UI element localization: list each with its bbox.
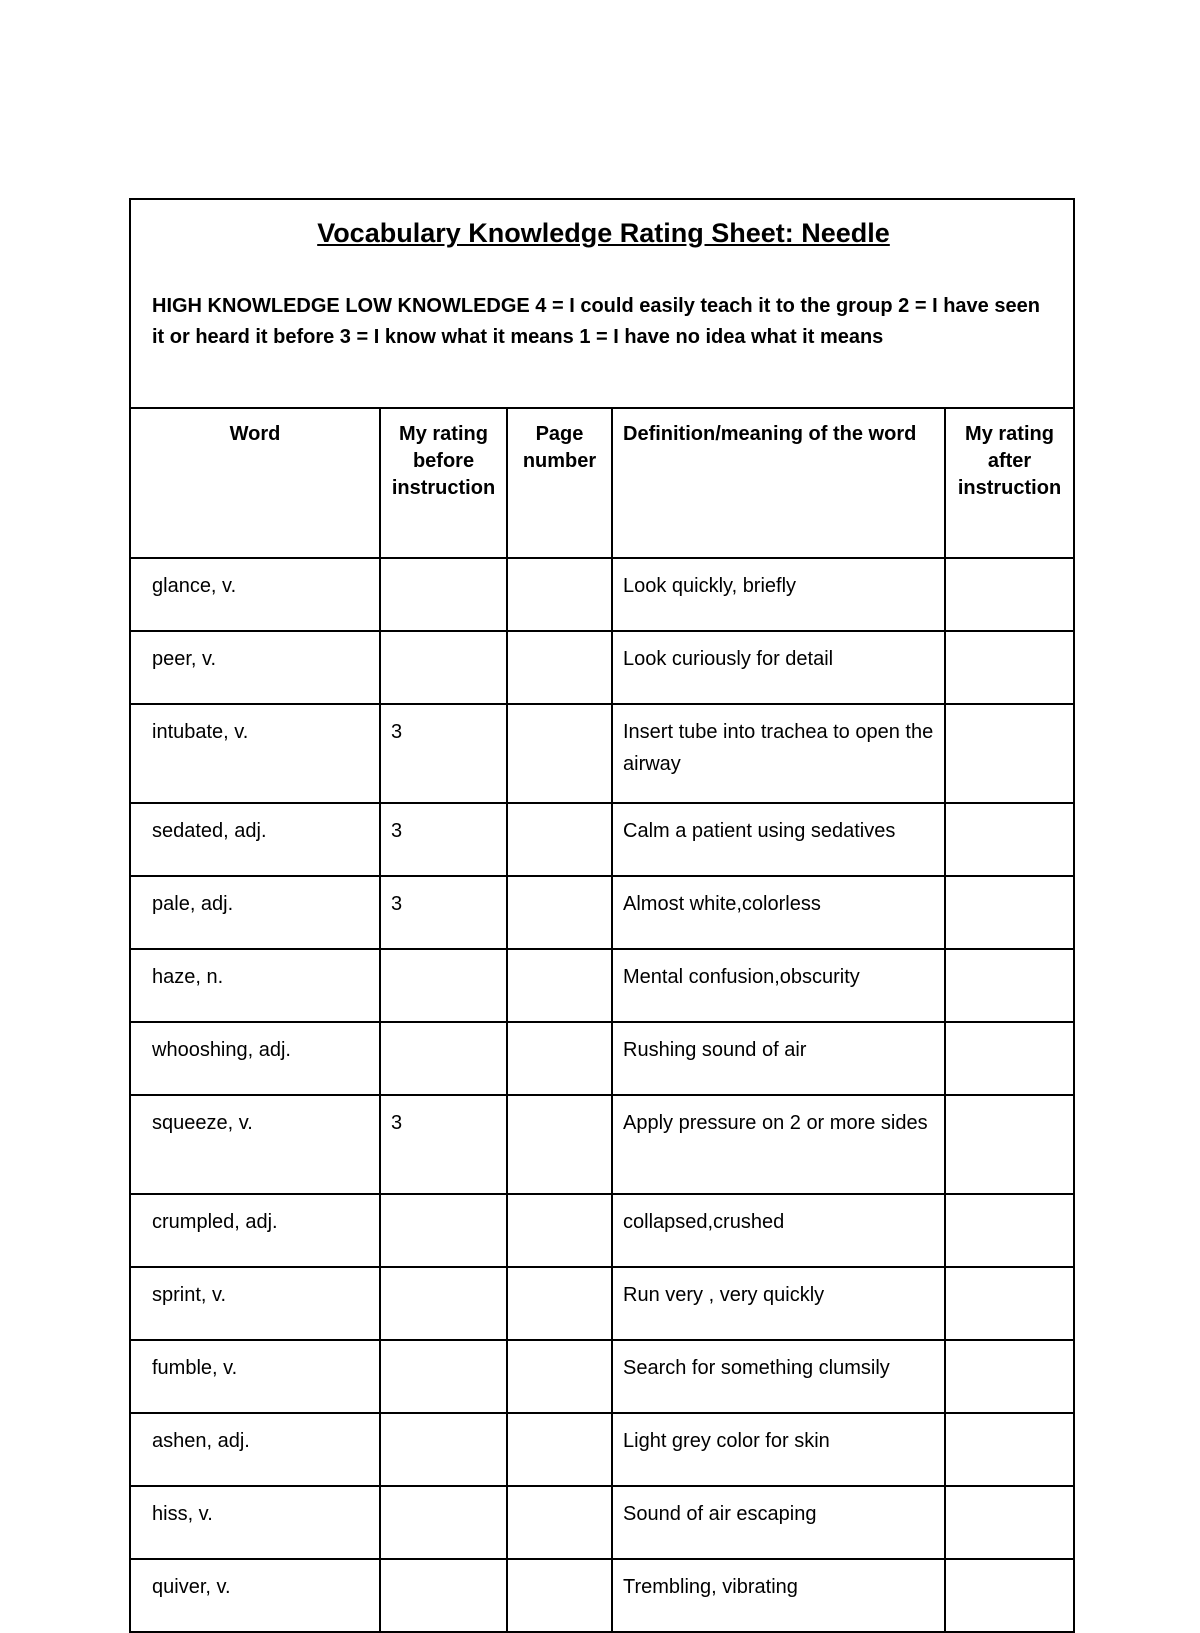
rating-after-cell[interactable]: [945, 803, 1074, 876]
definition-cell: Look quickly, briefly: [612, 558, 945, 631]
table-row: [130, 876, 1074, 949]
rating-before-cell[interactable]: [380, 558, 507, 631]
rating-legend: HIGH KNOWLEDGE LOW KNOWLEDGE 4 = I could easily teach it to the group 2 = I have seen it or heard it before 3 = I know what it means 1 = I have no idea what it means: [152, 295, 1040, 348]
rating-after-cell[interactable]: [945, 1340, 1074, 1413]
title-row: [130, 199, 1074, 408]
rating-after-cell[interactable]: [945, 1022, 1074, 1095]
rating-after-cell[interactable]: [945, 876, 1074, 949]
rating-before-cell[interactable]: [380, 1267, 507, 1340]
word-cell: intubate, v.: [130, 704, 380, 803]
title-cell: [130, 199, 1074, 408]
definition-cell: Mental confusion,obscurity: [612, 949, 945, 1022]
word-cell: hiss, v.: [130, 1486, 380, 1559]
word-cell: quiver, v.: [130, 1559, 380, 1632]
rating-before-cell[interactable]: 3: [380, 876, 507, 949]
page-number-cell[interactable]: [507, 558, 612, 631]
rating-before-cell[interactable]: [380, 1194, 507, 1267]
page-number-cell[interactable]: [507, 1022, 612, 1095]
word-cell: haze, n.: [130, 949, 380, 1022]
table-row: [130, 1267, 1074, 1340]
header-word: Word: [130, 408, 380, 558]
rating-after-cell[interactable]: [945, 704, 1074, 803]
page-number-cell[interactable]: [507, 1340, 612, 1413]
header-rating-before: My rating before instruction: [380, 408, 507, 558]
word-cell: glance, v.: [130, 558, 380, 631]
rating-after-cell[interactable]: [945, 1486, 1074, 1559]
sheet-title: Vocabulary Knowledge Rating Sheet: Needle: [317, 218, 890, 248]
page-number-cell[interactable]: [507, 949, 612, 1022]
definition-cell: Insert tube into trachea to open the airway: [612, 704, 945, 803]
table-row: [130, 1022, 1074, 1095]
definition-cell: Run very , very quickly: [612, 1267, 945, 1340]
page-number-cell[interactable]: [507, 1559, 612, 1632]
definition-cell: Light grey color for skin: [612, 1413, 945, 1486]
table-row: [130, 803, 1074, 876]
page-number-cell[interactable]: [507, 1194, 612, 1267]
definition-cell: Trembling, vibrating: [612, 1559, 945, 1632]
definition-cell: collapsed,crushed: [612, 1194, 945, 1267]
page-number-cell[interactable]: [507, 1095, 612, 1194]
rating-after-cell[interactable]: [945, 949, 1074, 1022]
word-cell: crumpled, adj.: [130, 1194, 380, 1267]
word-cell: whooshing, adj.: [130, 1022, 380, 1095]
rating-after-cell[interactable]: [945, 631, 1074, 704]
rating-before-cell[interactable]: [380, 1022, 507, 1095]
word-cell: squeeze, v.: [130, 1095, 380, 1194]
page-number-cell[interactable]: [507, 1486, 612, 1559]
table-row: [130, 558, 1074, 631]
header-rating-after: My rating after instruction: [945, 408, 1074, 558]
word-cell: sprint, v.: [130, 1267, 380, 1340]
definition-cell: Look curiously for detail: [612, 631, 945, 704]
vocabulary-rating-table: [129, 198, 1075, 1633]
table-row: [130, 1486, 1074, 1559]
word-cell: sedated, adj.: [130, 803, 380, 876]
rating-after-cell[interactable]: [945, 1095, 1074, 1194]
rating-after-cell[interactable]: [945, 1413, 1074, 1486]
word-cell: ashen, adj.: [130, 1413, 380, 1486]
table-row: [130, 1559, 1074, 1632]
rating-before-cell[interactable]: 3: [380, 704, 507, 803]
header-definition: Definition/meaning of the word: [612, 408, 945, 558]
rating-before-cell[interactable]: [380, 1559, 507, 1632]
word-rows: [130, 558, 1074, 1632]
definition-cell: Apply pressure on 2 or more sides: [612, 1095, 945, 1194]
table-row: [130, 631, 1074, 704]
rating-before-cell[interactable]: [380, 1486, 507, 1559]
definition-cell: Calm a patient using sedatives: [612, 803, 945, 876]
rating-after-cell[interactable]: [945, 1559, 1074, 1632]
table-row: [130, 949, 1074, 1022]
table-row: [130, 704, 1074, 803]
rating-before-cell[interactable]: [380, 631, 507, 704]
word-cell: peer, v.: [130, 631, 380, 704]
definition-cell: Sound of air escaping: [612, 1486, 945, 1559]
table-row: [130, 1194, 1074, 1267]
definition-cell: Almost white,colorless: [612, 876, 945, 949]
rating-before-cell[interactable]: 3: [380, 1095, 507, 1194]
word-cell: pale, adj.: [130, 876, 380, 949]
page-number-cell[interactable]: [507, 631, 612, 704]
word-cell: fumble, v.: [130, 1340, 380, 1413]
definition-cell: Search for something clumsily: [612, 1340, 945, 1413]
table-row: [130, 1340, 1074, 1413]
rating-after-cell[interactable]: [945, 1267, 1074, 1340]
table-row: [130, 1413, 1074, 1486]
page-number-cell[interactable]: [507, 876, 612, 949]
rating-before-cell[interactable]: [380, 949, 507, 1022]
page-number-cell[interactable]: [507, 1267, 612, 1340]
page-number-cell[interactable]: [507, 803, 612, 876]
header-row: [130, 408, 1074, 558]
table-row: [130, 1095, 1074, 1194]
page-number-cell[interactable]: [507, 1413, 612, 1486]
definition-cell: Rushing sound of air: [612, 1022, 945, 1095]
rating-after-cell[interactable]: [945, 1194, 1074, 1267]
rating-before-cell[interactable]: 3: [380, 803, 507, 876]
rating-before-cell[interactable]: [380, 1340, 507, 1413]
page-number-cell[interactable]: [507, 704, 612, 803]
rating-before-cell[interactable]: [380, 1413, 507, 1486]
rating-after-cell[interactable]: [945, 558, 1074, 631]
header-page-number: Page number: [507, 408, 612, 558]
